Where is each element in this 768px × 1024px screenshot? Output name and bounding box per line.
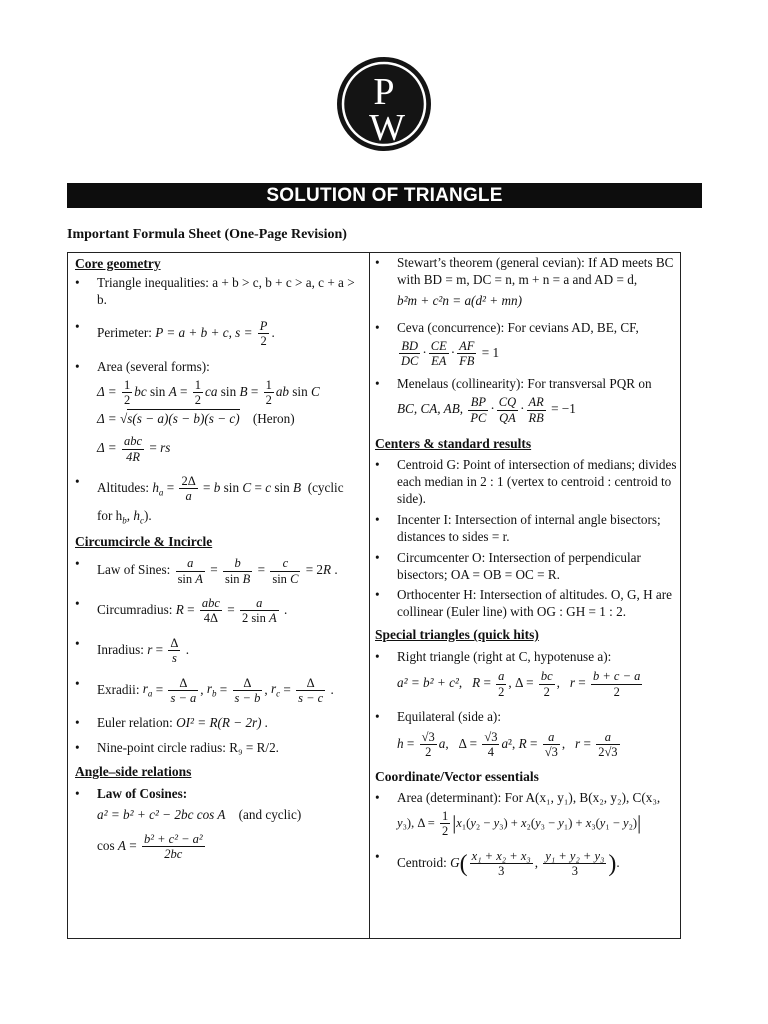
section-heading: Special triangles (quick hits) [375, 627, 539, 643]
cosines-cyclic: (and cyclic) [238, 807, 302, 823]
centroid-label: Centroid: [397, 854, 447, 870]
menelaus-theorem: Menelaus (collinearity): For transversal PQR on [397, 376, 652, 392]
stewart-formula: b²m + c²n = a(d² + mn) [397, 292, 522, 308]
stewart-theorem: Stewart’s theorem (general cevian): If AD meets BC with BD = m, DC = n, m + n = a and AD = d, [397, 255, 674, 287]
right-triangle-label: Right triangle (right at C, hypotenuse a): [397, 648, 612, 664]
logo-letter-p: P [373, 71, 395, 113]
euler-label: Euler relation: [97, 715, 173, 731]
centroid-definition: Centroid G: Point of intersection of medians; divides each median in 2 : 1 (vertex to centroid : centroid to side). [397, 457, 677, 506]
heron-label: (Heron) [252, 411, 295, 427]
right-triangle-formulas: a² = b² + c², R = $\frac{a}{2}$ , Δ = $\frac{bc}{2}$ , r = $\frac{b + c - a}{2}$ [397, 669, 641, 699]
formula-sheet [67, 252, 681, 939]
list-item: • Stewart’s theorem (general cevian): If AD meets BC with BD = m, DC = n, m + n = a and AD = d, [375, 255, 677, 289]
equilateral-label: Equilateral (side a): [397, 709, 501, 725]
law-of-cosines-formula: a² = b² + c² − 2bc cos A (and cyclic) [97, 807, 302, 823]
list-item: • Area (several forms): [75, 359, 363, 376]
altitudes-cyclic: (cyclic [307, 479, 344, 495]
list-item: • Circumradius: R = $\frac{\text{abc}}{4\Delta}$ = $\frac{a}{\text{2 sin A}}$ . [75, 596, 288, 626]
right-column [375, 253, 677, 878]
altitudes-label: Altitudes: [97, 479, 150, 495]
law-of-sines-label: Law of Sines: [97, 562, 171, 578]
list-item: • Exradii: $r_a$ = $\frac{\Delta}{s - a}$ , $r_b$ = $\frac{\Delta}{s - b}$ , $r_c$ = $\frac{\Delta}{s - c}$ . [75, 675, 334, 705]
pw-logo [335, 50, 433, 158]
area-formula-sine: Δ = $\frac{1}{2}$ bc sin A = $\frac{1}{2}$ ca sin B = $\frac{1}{2}$ ab sin C [97, 377, 320, 408]
incenter-definition: Incenter I: Intersection of internal angle bisectors; distances to sides = r. [397, 511, 661, 544]
law-of-cosines-label: Law of Cosines: [97, 786, 188, 802]
perimeter-label: Perimeter: [97, 324, 152, 340]
list-item: • Perimeter: P = a + b + c, s = $\frac{P}{2}$ . [75, 319, 275, 349]
list-item: • Inradius: r = $\frac{\Delta}{s}$ . [75, 635, 189, 666]
list-item: • Law of Sines: $\frac{a}{\text{sin A}}$ = $\frac{b}{\text{sin B}}$ = $\frac{c}{\text{sin C}}$ = 2R . [75, 556, 338, 586]
list-item: • Circumcenter O: Intersection of perpendicular bisectors; OA = OB = OC = R. [375, 550, 677, 584]
list-item: • Triangle inequalities: a + b > c, b + c > a, c + a > b. [75, 275, 363, 309]
list-item: • Incenter I: Intersection of internal angle bisectors; distances to sides = r. [375, 512, 677, 546]
section-heading: Core geometry [75, 256, 161, 271]
exradii-label: Exradii: [97, 681, 140, 697]
list-item: • Equilateral (side a): [375, 709, 677, 726]
section-heading: Coordinate/Vector essentials [375, 768, 539, 784]
area-formula-abc: Δ = $\frac{\text{abc}}{4R}$ = rs [97, 434, 171, 464]
left-column [75, 253, 363, 862]
area-determinant-formula: y₃), Δ = $\frac{1}{2}$ |x₁(y₂ − y₃) + x₂(y₃ − y₁) + x₃(y₁ − y₂)| [397, 808, 642, 839]
column-divider [369, 253, 370, 938]
page-title: SOLUTION OF TRIANGLE [67, 183, 702, 208]
section-heading: Centers & standard results [375, 435, 532, 451]
list-item: • Area (determinant): For A(x₁, y₁), B(x₂, y₂), C(x₃, [375, 790, 677, 807]
ceva-theorem: Ceva (concurrence): For cevians AD, BE, CF, [397, 319, 639, 335]
inradius-label: Inradius: [97, 641, 144, 657]
list-item: • Altitudes: $h_a$ = $\frac{2\Delta}{a}$ = b sin C = c sin B (cyclic [75, 474, 344, 504]
perimeter-formula: P = a + b + c, s = [155, 324, 253, 340]
list-item: • Right triangle (right at C, hypotenuse a): [375, 649, 677, 666]
logo-letter-w: W [369, 107, 405, 149]
list-item: • Ceva (concurrence): For cevians AD, BE, CF, [375, 320, 677, 337]
euler-formula: OI² = R(R − 2r) . [176, 715, 269, 731]
area-determinant: Area (determinant): For A(x₁, y₁), B(x₂, y₂), C(x₃, [397, 790, 661, 806]
nine-point-radius: Nine-point circle radius: R₉ = R/2. [97, 740, 279, 756]
list-item: • Centroid: G( $\frac{\text{x₁ + x₂ + x₃}}{3}$ , $\frac{\text{y₁ + y₂ + y₃}}{3}$ ). [375, 848, 620, 879]
menelaus-formula: BC, CA, AB, $\frac{BP}{PC}$ · $\frac{CQ}{QA}$ · $\frac{AR}{RB}$ = −1 [397, 395, 576, 425]
cosine-formula: cos A = $\frac{\text{b² + c² − a²}}{2bc}$ [97, 832, 203, 862]
section-heading: Circumcircle & Incircle [75, 533, 213, 549]
ceva-formula: $\frac{BD}{DC}$ · $\frac{CE}{EA}$ · $\frac{AF}{FB}$ = 1 [401, 338, 500, 368]
triangle-inequalities: Triangle inequalities: a + b > c, b + c > a, c + a > b. [97, 275, 355, 308]
list-item: • Law of Cosines: [75, 786, 363, 803]
list-item: • Nine-point circle radius: R₉ = R/2. [75, 740, 363, 757]
section-heading: Angle–side relations [75, 764, 192, 780]
circumradius-label: Circumradius: [97, 601, 173, 617]
page-subtitle: Important Formula Sheet (One-Page Revision) [67, 227, 347, 242]
circumcenter-definition: Circumcenter O: Intersection of perpendicular bisectors; OA = OB = OC = R. [397, 549, 641, 582]
altitudes-for: for $h_b$, $h_c$). [97, 507, 152, 526]
area-label: Area (several forms): [97, 358, 210, 374]
list-item: • Orthocenter H: Intersection of altitudes. O, G, H are collinear (Euler line) with OG : GH = 1 : 2. [375, 587, 677, 621]
list-item: • Centroid G: Point of intersection of medians; divides each median in 2 : 1 (vertex to centroid : centroid to side). [375, 457, 677, 506]
orthocenter-definition: Orthocenter H: Intersection of altitudes. O, G, H are collinear (Euler line) with OG : GH = 1 : 2. [397, 587, 673, 620]
equilateral-formulas: h = $\frac{√3}{2}$ a, Δ = $\frac{√3}{4}$ a², R = $\frac{a}{√3}$ , r = $\frac{a}{2√3}$ [397, 730, 618, 760]
list-item: • Euler relation: OI² = R(R − 2r) . [75, 715, 269, 731]
area-formula-heron: Δ = √s(s − a)(s − b)(s − c) (Heron) [97, 411, 295, 427]
list-item: • Menelaus (collinearity): For transversal PQR on [375, 376, 677, 393]
